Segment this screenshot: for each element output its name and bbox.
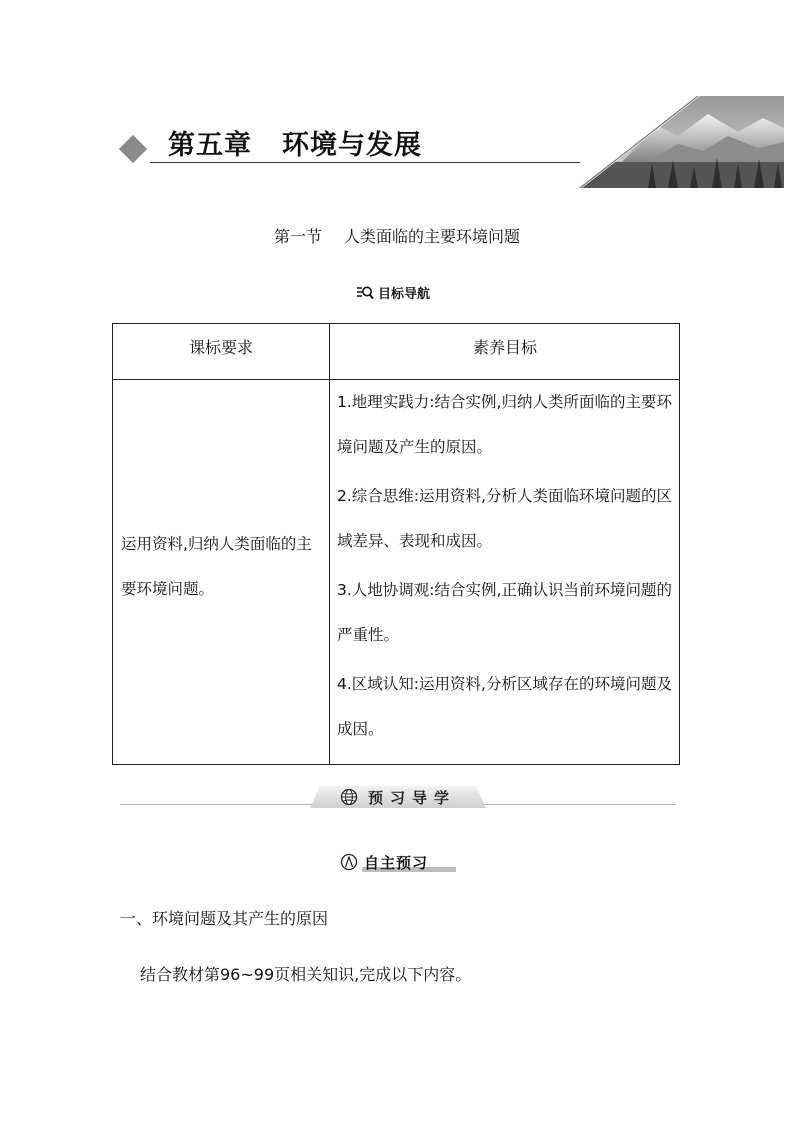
preview-section-banner bbox=[120, 786, 676, 810]
self-study-heading bbox=[340, 850, 428, 874]
globe-icon bbox=[340, 788, 358, 806]
target-navigation-text: 目标导航 bbox=[378, 286, 431, 302]
chapter-title bbox=[168, 126, 422, 166]
target-navigation-label bbox=[356, 282, 430, 302]
chapter-number: 第五章 bbox=[168, 130, 252, 161]
section-title bbox=[0, 224, 794, 247]
content-heading: 一、环境问题及其产生的原因 bbox=[120, 909, 329, 928]
goal-item: 4.区域认知:运用资料,分析区域存在的环境问题及成因。 bbox=[337, 675, 672, 738]
content-paragraph: 结合教材第96~99页相关知识,完成以下内容。 bbox=[140, 965, 472, 984]
compass-icon bbox=[340, 853, 358, 871]
magnifier-list-icon bbox=[356, 284, 374, 300]
goal-item: 2.综合思维:运用资料,分析人类面临环境问题的区域差异、表现和成因。 bbox=[337, 487, 672, 550]
goals-cell bbox=[337, 380, 677, 756]
goal-item: 3.人地协调观:结合实例,正确认识当前环境问题的严重性。 bbox=[337, 581, 672, 644]
preview-label-group bbox=[340, 786, 456, 808]
table-header-requirement: 课标要求 bbox=[188, 338, 253, 357]
mountain-landscape-photo bbox=[578, 96, 784, 188]
chapter-diamond-icon bbox=[119, 135, 147, 163]
requirement-cell: 运用资料,归纳人类面临的主要环境问题。 bbox=[121, 535, 312, 598]
chapter-name: 环境与发展 bbox=[282, 130, 422, 161]
table-header-goals: 素养目标 bbox=[472, 338, 537, 357]
section-number: 第一节 bbox=[273, 227, 322, 246]
section-name: 人类面临的主要环境问题 bbox=[344, 227, 521, 246]
objectives-table bbox=[112, 323, 680, 765]
table-vertical-line bbox=[329, 324, 330, 764]
preview-label: 预习导学 bbox=[368, 788, 457, 807]
goal-item: 1.地理实践力:结合实例,归纳人类所面临的主要环境问题及产生的原因。 bbox=[337, 393, 672, 456]
chapter-rule bbox=[150, 162, 580, 163]
self-study-label: 自主预习 bbox=[364, 853, 429, 872]
